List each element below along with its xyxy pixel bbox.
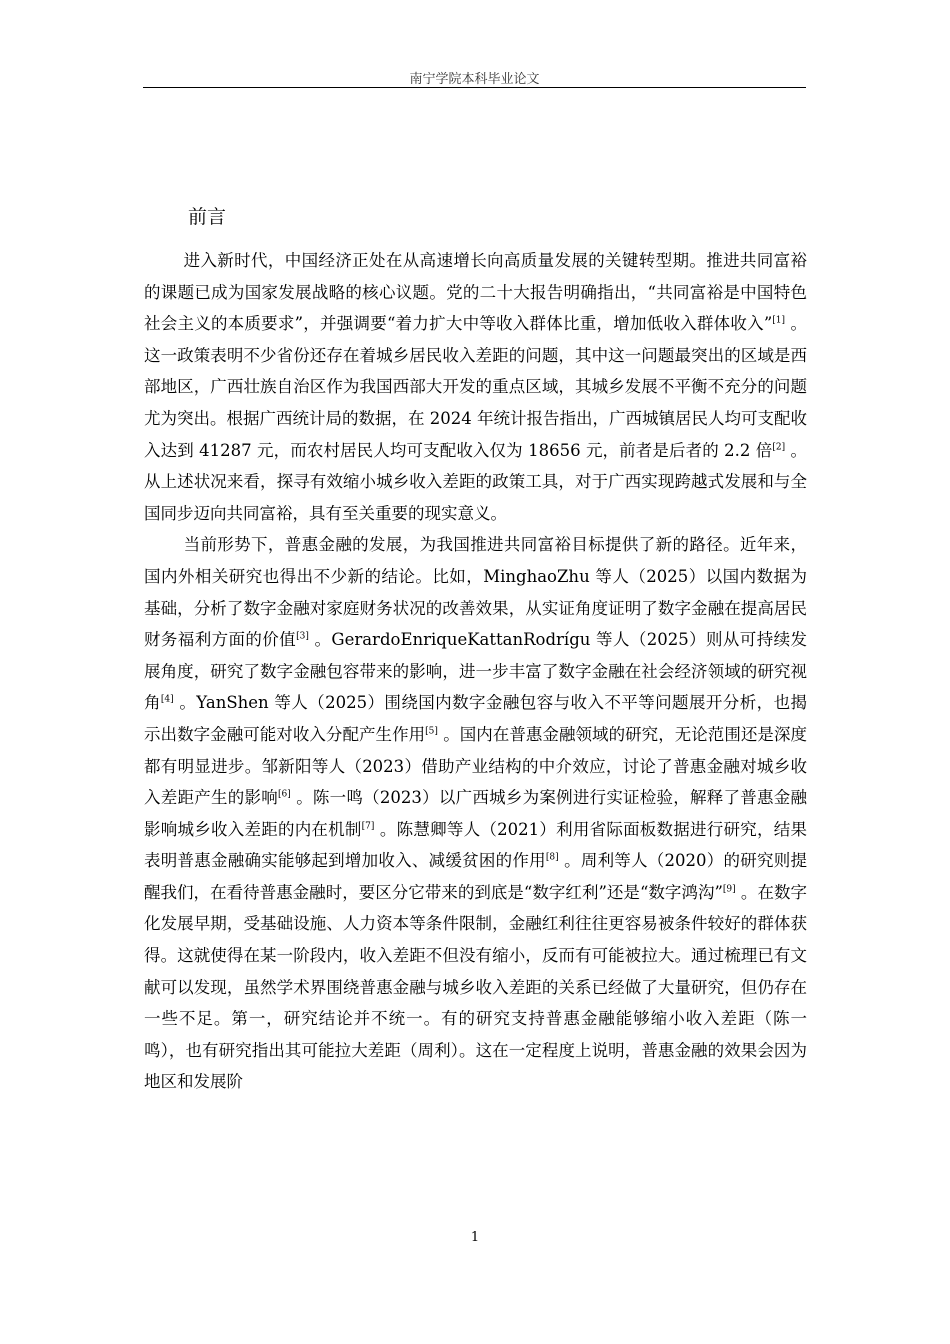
citation-marker: [4] xyxy=(160,694,174,705)
paragraph-1 xyxy=(144,245,807,529)
text-run: 。YanShen 等人（2025）围绕国内数字金融包容与收入不平等问题展开分析，也揭示出数字金融可能对收入分配产生作用 xyxy=(144,693,807,744)
text-run: 。GerardoEnriqueKattanRodrígu 等人（2025）则从可持续发展角度，研究了数字金融包容带来的影响，进一步丰富了数字金融在社会经济领域的研究视角 xyxy=(144,630,808,713)
citation-marker: [5] xyxy=(425,726,438,737)
text-run: 。这一政策表明不少省份还存在着城乡居民收入差距的问题，其中这一问题最突出的区域是西部地区，广西壮族自治区作为我国西部大开发的重点区域，其城乡发展不平衡不充分的问题尤为突出。根据广西统计局的数据，在 2024 年统计报告指出，广西城镇居民人均可支配收入达到 41287 元，而农村居民人均可支配收入仅为 18656 元，前者是后者的 2.2 倍 xyxy=(144,314,807,460)
section-title: 前言 xyxy=(188,206,227,228)
paragraph-2 xyxy=(144,529,807,1098)
text-run: 。陈慧卿等人（2021）利用省际面板数据进行研究，结果表明普惠金融确实能够起到增加收入、减缓贫困的作用 xyxy=(144,819,807,871)
citation-marker: [1] xyxy=(772,315,786,326)
header-rule xyxy=(143,87,806,88)
text-run: 进入新时代，中国经济正处在从高速增长向高质量发展的关键转型期。推进共同富裕的课题已成为国家发展战略的核心议题。党的二十大报告明确指出，“共同富裕是中国特色社会主义的本质要求”，并强调要“着力扩大中等收入群体比重，增加低收入群体收入” xyxy=(144,251,807,334)
text-run: 。陈一鸣（2023）以广西城乡为案例进行实证检验，解释了普惠金融影响城乡收入差距的内在机制 xyxy=(144,788,807,839)
text-run: 。国内在普惠金融领域的研究，无论范围还是深度都有明显进步。邹新阳等人（2023）借助产业结构的中介效应，讨论了普惠金融对城乡收入差距产生的影响 xyxy=(144,724,807,808)
text-run: 。从上述状况来看，探寻有效缩小城乡收入差距的政策工具，对于广西实现跨越式发展和与全国同步迈向共同富裕，具有至关重要的现实意义。 xyxy=(144,440,807,523)
text-run: 。在数字化发展早期，受基础设施、人力资本等条件限制，金融红利往往更容易被条件较好的群体获得。这就使得在某一阶段内，收入差距不但没有缩小，反而有可能被拉大。通过梳理已有文献可以发现，虽然学术界围绕普惠金融与城乡收入差距的关系已经做了大量研究，但仍存在一些不足。第一，研究结论并不统一。有的研究支持普惠金融能够缩小收入差距（陈一鸣），也有研究指出其可能拉大差距（周利）。这在一定程度上说明，普惠金融的效果会因为地区和发展阶 xyxy=(144,882,807,1092)
page-number: 1 xyxy=(470,1230,480,1245)
body-text xyxy=(144,245,807,1098)
citation-marker: [3] xyxy=(296,631,309,642)
citation-marker: [8] xyxy=(545,852,559,863)
running-header: 南宁学院本科毕业论文 xyxy=(409,72,540,87)
citation-marker: [9] xyxy=(722,884,736,895)
text-run: 。周利等人（2020）的研究则提醒我们，在看待普惠金融时，要区分它带来的到底是“数字红利”还是“数字鸿沟” xyxy=(144,851,807,902)
citation-marker: [7] xyxy=(361,821,375,832)
text-run: 当前形势下，普惠金融的发展，为我国推进共同富裕目标提供了新的路径。近年来，国内外相关研究也得出不少新的结论。比如，MinghaoZhu 等人（2025）以国内数据为基础，分析了数字金融对家庭财务状况的改善效果，从实证角度证明了数字金融在提高居民财务福利方面的价值 xyxy=(144,535,807,650)
citation-marker: [6] xyxy=(277,789,291,800)
citation-marker: [2] xyxy=(772,442,786,453)
